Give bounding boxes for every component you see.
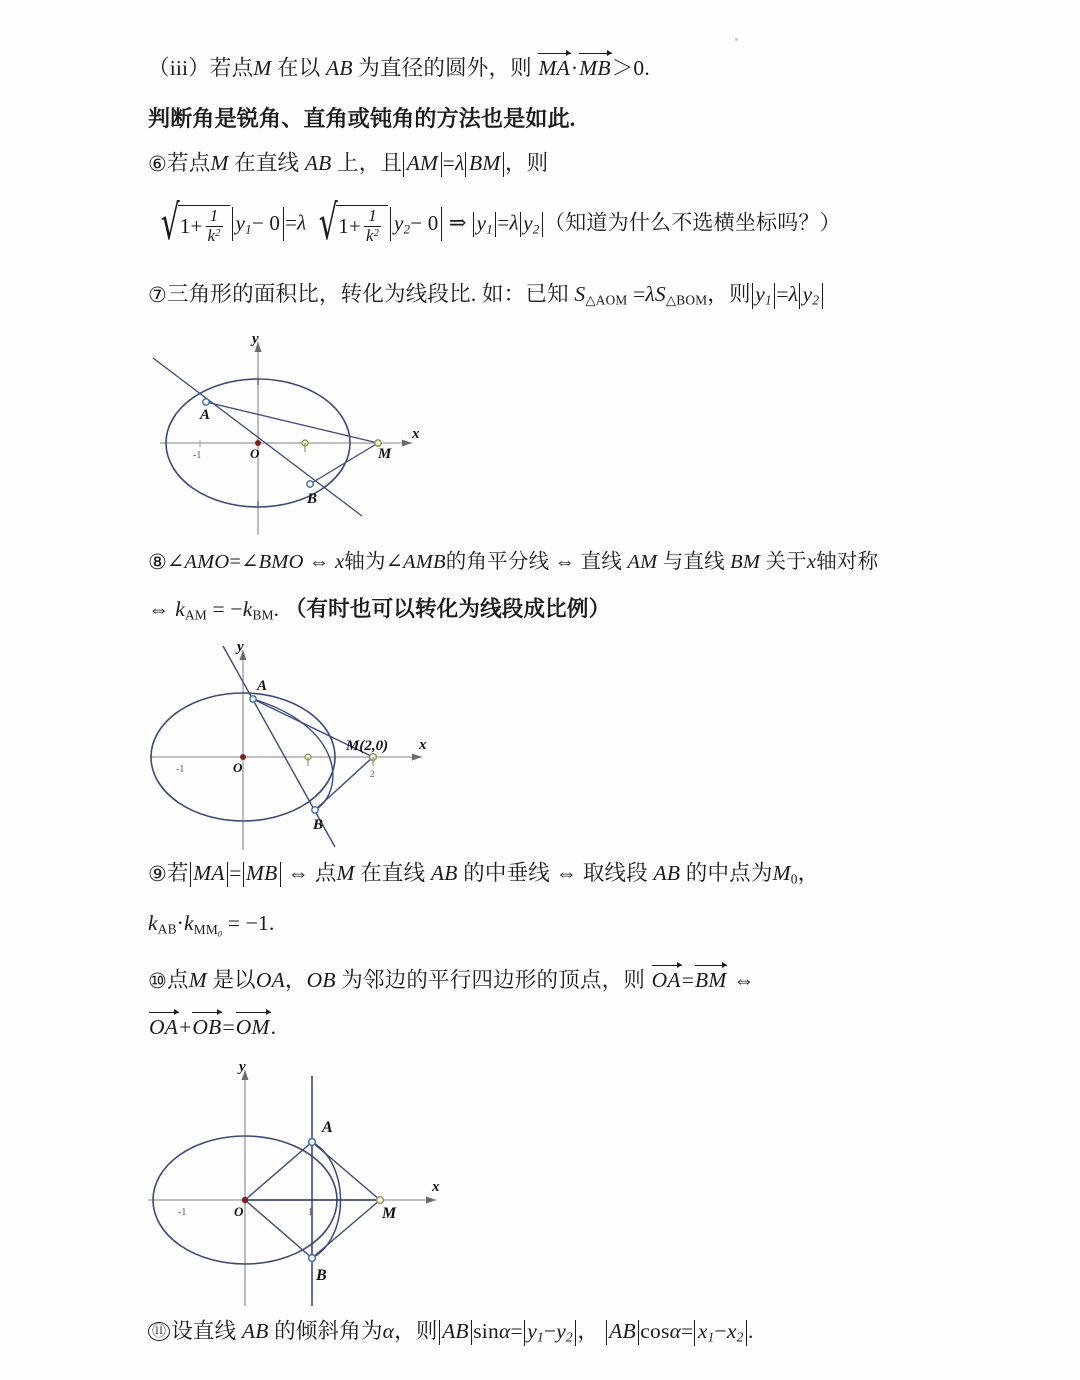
item8-angle-amb: ∠AMB — [385, 551, 446, 573]
item11-cos: cos — [640, 1319, 670, 1343]
arc-a-to-b — [253, 699, 333, 810]
iii-text-b: 在以 — [277, 56, 321, 80]
item7-eq: = — [633, 282, 646, 306]
formula-item6 — [148, 195, 841, 251]
item6-var-m: M — [210, 151, 229, 175]
paragraph-item9-line1 — [148, 862, 819, 887]
item9-m0-sub: 0 — [790, 871, 798, 887]
abs-ma: MA — [190, 862, 228, 887]
abs-ab-1: AB — [439, 1320, 473, 1345]
item6-var-ab: AB — [304, 151, 332, 175]
label-origin: O — [234, 1204, 244, 1219]
frac2-den-exp: 2 — [373, 228, 380, 239]
page-speck-artifact — [735, 38, 738, 41]
label-origin: O — [233, 760, 243, 775]
item9-m0: M — [772, 861, 791, 885]
item9-k-mm0-sub-mm: MM — [193, 921, 218, 937]
paragraph-item11 — [148, 1320, 754, 1346]
label-a: A — [200, 407, 211, 423]
vector-oa-2: OA — [149, 1015, 179, 1039]
item8-number: ⑧ — [148, 550, 168, 574]
abs-y2-minus-0 — [390, 207, 442, 241]
item8-h: 关于 — [765, 551, 807, 573]
item8-l2-iff: ⇔ — [148, 597, 170, 621]
item9-iff2: ⇔ — [555, 861, 578, 885]
label-m: M(2,0) — [346, 738, 389, 754]
item10-comma: ， — [284, 968, 307, 992]
item10-ob: OB — [306, 968, 336, 992]
item7-s1-sub: △AOM — [585, 292, 628, 308]
item9-t5: 取线段 — [582, 861, 648, 885]
radical-glyph-1: √ — [160, 195, 180, 251]
item10-eq: = — [681, 968, 695, 992]
abs1-sub: 1 — [245, 221, 252, 237]
point-b-marker — [307, 481, 313, 487]
figure-3 — [140, 1048, 470, 1310]
item8-x2: x — [806, 551, 817, 573]
label-m: M — [382, 1205, 397, 1222]
item11-number: ⑪ — [148, 1322, 170, 1341]
point-b-marker — [312, 807, 318, 813]
iii-text-a: 若点 — [209, 56, 254, 80]
item11-alpha: α — [382, 1319, 395, 1343]
item11-period: . — [747, 1319, 754, 1343]
vector-oa: OA — [651, 968, 681, 992]
radical-glyph-2: √ — [319, 195, 339, 251]
segment-bm — [310, 443, 378, 484]
item9-t3: 在直线 — [360, 861, 426, 885]
item7-eq2: = — [776, 282, 789, 306]
point-a-marker — [203, 399, 209, 405]
fraction-1 — [206, 208, 223, 245]
item8-g: 与直线 — [662, 551, 725, 573]
segment-bm — [312, 1200, 380, 1258]
item9-t6: 的中点为 — [685, 861, 773, 885]
res-left-sub: 1 — [486, 221, 493, 237]
frac2-numerator: 1 — [368, 206, 377, 225]
item6-eq: = — [442, 151, 455, 175]
item8-bm: BM — [730, 551, 761, 573]
label-y-axis: y — [237, 639, 244, 655]
x-axis-arrow — [402, 440, 412, 447]
item10-t1: 点 — [167, 968, 189, 992]
label-x-axis: x — [432, 1179, 440, 1195]
formula6-implies: ⇒ — [448, 210, 467, 235]
item11-t2: 的倾斜角为 — [274, 1319, 383, 1343]
item9-k-ab: k — [148, 911, 158, 935]
radicand1-plus: 1+ — [179, 214, 203, 239]
item8-l2-dot: . — [273, 597, 280, 621]
figure-2 — [140, 632, 450, 857]
item11-minus2: − — [714, 1319, 727, 1343]
item8-am: AM — [627, 551, 658, 573]
vector-bm: BM — [695, 968, 727, 992]
item9-ab: AB — [430, 861, 458, 885]
label-tick-neg1: -1 — [176, 764, 185, 775]
item11-x1: x — [697, 1319, 708, 1343]
figure-3-svg — [140, 1048, 470, 1310]
item7-y2-sub: 2 — [812, 292, 820, 308]
item8-x1: x — [334, 551, 345, 573]
item11-ab: AB — [241, 1319, 269, 1343]
x-axis-arrow — [412, 754, 422, 761]
item9-iff1: ⇔ — [287, 861, 310, 885]
item8-k-am: k — [175, 597, 186, 621]
abs-bm: BM — [465, 152, 503, 177]
paragraph-item10-line1 — [148, 967, 755, 992]
paragraph-item8-line1 — [148, 551, 878, 574]
abs2-y: y — [394, 210, 404, 235]
vector-ob: OB — [192, 1015, 222, 1039]
item10-number: ⑩ — [148, 969, 168, 993]
item8-i: 轴对称 — [816, 551, 879, 573]
label-y-axis: y — [239, 1059, 246, 1075]
abs-x1-minus-x2 — [694, 1320, 747, 1346]
item10-l2-period: . — [270, 1015, 277, 1039]
item8-c: 轴为 — [344, 551, 386, 573]
abs1-tail: − 0 — [251, 210, 281, 235]
segment-oa — [245, 1142, 312, 1200]
paragraph-item9-line2 — [148, 912, 275, 939]
item6-t2: 在直线 — [234, 151, 300, 175]
item9-k-mm0-sub-0: 0 — [217, 929, 223, 939]
item11-alpha2: α — [498, 1319, 511, 1343]
item8-k-bm-sub: BM — [252, 607, 274, 623]
item9-eq: = — [229, 861, 242, 885]
frac1-denominator — [206, 227, 223, 245]
iii-text-c: 为直径的圆外，则 — [358, 56, 532, 80]
label-m: M — [378, 446, 392, 462]
abs-ab-2: AB — [606, 1320, 640, 1345]
frac1-numerator: 1 — [209, 206, 219, 225]
item11-minus1: − — [543, 1319, 557, 1343]
item7-s2-sub: △BOM — [665, 292, 708, 308]
item7-y1: y — [755, 282, 765, 306]
abs-y1 — [473, 212, 496, 238]
item9-k-mm0-sub — [194, 922, 222, 937]
abs-am: AM — [403, 152, 441, 177]
formula6-equals: = — [285, 210, 298, 235]
segment-am — [206, 402, 378, 443]
item10-l2-plus: + — [179, 1015, 192, 1039]
item11-alpha3: α — [669, 1319, 682, 1343]
item9-number: ⑨ — [148, 862, 168, 886]
item7-s2: S — [654, 282, 666, 306]
item11-y2: y — [556, 1319, 566, 1343]
note-bold-line: 判断角是锐角、直角或钝角的方法也是如此. — [148, 106, 576, 131]
label-tick-neg1: -1 — [178, 1207, 187, 1218]
item9-t1: 若 — [167, 861, 189, 885]
iii-dot: · — [570, 56, 579, 80]
item7-t1: 三角形的面积比，转化为线段比. 如：已知 — [167, 282, 569, 306]
formula6-res-lambda: λ — [509, 210, 519, 235]
item7-y2: y — [802, 282, 813, 306]
figure-2-svg — [140, 632, 450, 857]
label-a: A — [257, 678, 268, 694]
vector-ma: MA — [538, 56, 570, 80]
frac2-den-k: k — [365, 225, 374, 245]
item11-eq1: = — [510, 1319, 523, 1343]
item10-l2-eq: = — [222, 1015, 235, 1039]
fraction-2 — [364, 208, 381, 245]
iii-prefix: （iii） — [148, 56, 210, 80]
item8-k-am-sub: AM — [185, 607, 207, 623]
paragraph-item10-line2 — [148, 1014, 276, 1039]
iii-var-m: M — [253, 56, 272, 80]
item9-k-ab-sub: AB — [157, 921, 177, 937]
label-x-axis: x — [419, 737, 427, 753]
frac2-denominator — [364, 227, 381, 245]
item11-y1: y — [527, 1319, 538, 1343]
item10-oa: OA — [255, 968, 285, 992]
item9-m: M — [336, 861, 355, 885]
item10-m: M — [188, 968, 207, 992]
item11-y1-sub: 1 — [537, 1329, 544, 1345]
abs-y1-minus-y2 — [524, 1320, 577, 1346]
item9-t2: 点 — [314, 861, 337, 885]
formula6-paren-note: （知道为什么不选横坐标吗？） — [544, 210, 841, 235]
item8-eq: = — [229, 551, 242, 573]
item8-e: 的角平分线 — [445, 551, 550, 573]
label-origin: O — [250, 446, 260, 461]
item11-sin: sin — [473, 1319, 499, 1343]
paragraph-item6 — [148, 152, 548, 177]
point-a-marker — [250, 696, 256, 702]
abs2-tail: − 0 — [410, 210, 439, 235]
radicand2-plus: 1+ — [338, 214, 361, 239]
paragraph-item8-line2 — [148, 598, 610, 623]
item11-t3: ，则 — [394, 1319, 438, 1343]
frac1-den-exp: 2 — [215, 228, 221, 239]
item10-t3: 为邻边的平行四边形的顶点，则 — [341, 968, 646, 992]
vector-om: OM — [235, 1015, 270, 1039]
item9-k-mm0: k — [184, 911, 194, 935]
frac1-den-k: k — [207, 225, 216, 245]
item7-number: ⑦ — [148, 283, 168, 307]
figure-1-svg — [140, 330, 440, 545]
item6-lambda: λ — [454, 151, 465, 175]
item9-l2-eq: = −1 — [227, 911, 269, 935]
item11-y2-sub: 2 — [565, 1329, 573, 1345]
item8-f: 直线 — [580, 551, 623, 573]
item9-comma: ， — [797, 861, 820, 885]
item10-t2: 是以 — [212, 968, 256, 992]
label-y-axis: y — [252, 331, 259, 347]
item6-t1: 若点 — [167, 151, 211, 175]
label-b: B — [316, 1267, 327, 1284]
label-b: B — [307, 491, 318, 507]
item7-abs-y1 — [752, 283, 776, 309]
item8-iff2: ⇔ — [554, 551, 576, 573]
figure-1 — [140, 330, 440, 545]
point-a-marker — [309, 1139, 316, 1146]
radicand-1 — [178, 205, 230, 245]
radicand-2 — [336, 205, 388, 245]
paragraph-iii — [148, 55, 650, 80]
res-left-y: y — [476, 210, 487, 235]
item7-lambda: λ — [645, 282, 655, 306]
item9-t4: 的中垂线 — [463, 861, 550, 885]
item8-k-bm: k — [242, 597, 253, 621]
item11-x2-sub: 2 — [736, 1329, 744, 1345]
item6-t3: 上，且 — [337, 151, 403, 175]
item8-l2-eq: = − — [212, 597, 243, 621]
item9-ab2: AB — [653, 861, 681, 885]
iii-tail: ＞0. — [611, 56, 650, 80]
point-origin-marker — [242, 1197, 248, 1203]
label-a: A — [322, 1119, 333, 1136]
item8-l2-paren: （有时也可以转化为线段成比例） — [284, 597, 611, 621]
item11-t1: 设直线 — [171, 1319, 237, 1343]
item11-comma: ， — [577, 1319, 600, 1343]
iii-var-ab: AB — [326, 56, 353, 80]
paragraph-item7 — [148, 283, 824, 309]
formula6-lambda: λ — [297, 210, 307, 235]
item7-s1: S — [574, 282, 586, 306]
formula6-res-eq: = — [497, 210, 510, 235]
item11-x2: x — [726, 1319, 737, 1343]
sqrt-1 — [149, 195, 230, 251]
item11-eq2: = — [681, 1319, 694, 1343]
label-tick-1x: 1 — [308, 1207, 313, 1218]
item9-l2-dot: · — [176, 911, 185, 935]
item7-lambda2: λ — [788, 282, 799, 306]
abs1-y: y — [235, 210, 246, 235]
label-tick-2: 2 — [370, 769, 375, 779]
item6-t4: ，则 — [504, 151, 549, 175]
item6-number: ⑥ — [148, 152, 168, 176]
x-axis-arrow — [426, 1197, 436, 1204]
point-b-marker — [309, 1255, 316, 1262]
label-tick-neg1: -1 — [193, 450, 202, 461]
item7-y1-sub: 1 — [764, 292, 772, 308]
abs-y1-minus-0 — [232, 207, 284, 241]
item8-angle-amo: ∠AMO — [167, 551, 230, 573]
item7-abs-y2 — [799, 283, 823, 309]
segment-am — [312, 1142, 380, 1200]
abs-mb: MB — [243, 862, 281, 887]
vector-mb: MB — [579, 56, 611, 80]
item11-x1-sub: 1 — [707, 1329, 715, 1345]
item7-t2: ，则 — [707, 282, 751, 306]
label-b: B — [313, 817, 324, 833]
point-m-marker — [377, 1197, 384, 1204]
item8-angle-bmo: ∠BMO — [241, 551, 304, 573]
abs-y2 — [520, 212, 543, 238]
res-right-y: y — [523, 210, 533, 235]
item10-iff: ⇔ — [733, 968, 755, 992]
item8-iff1: ⇔ — [308, 551, 330, 573]
item9-l2-period: . — [269, 911, 275, 935]
sqrt-2 — [307, 195, 388, 251]
segment-ob — [245, 1200, 312, 1258]
res-right-sub: 2 — [532, 221, 540, 237]
abs2-sub: 2 — [403, 221, 411, 237]
label-x-axis: x — [412, 426, 420, 442]
